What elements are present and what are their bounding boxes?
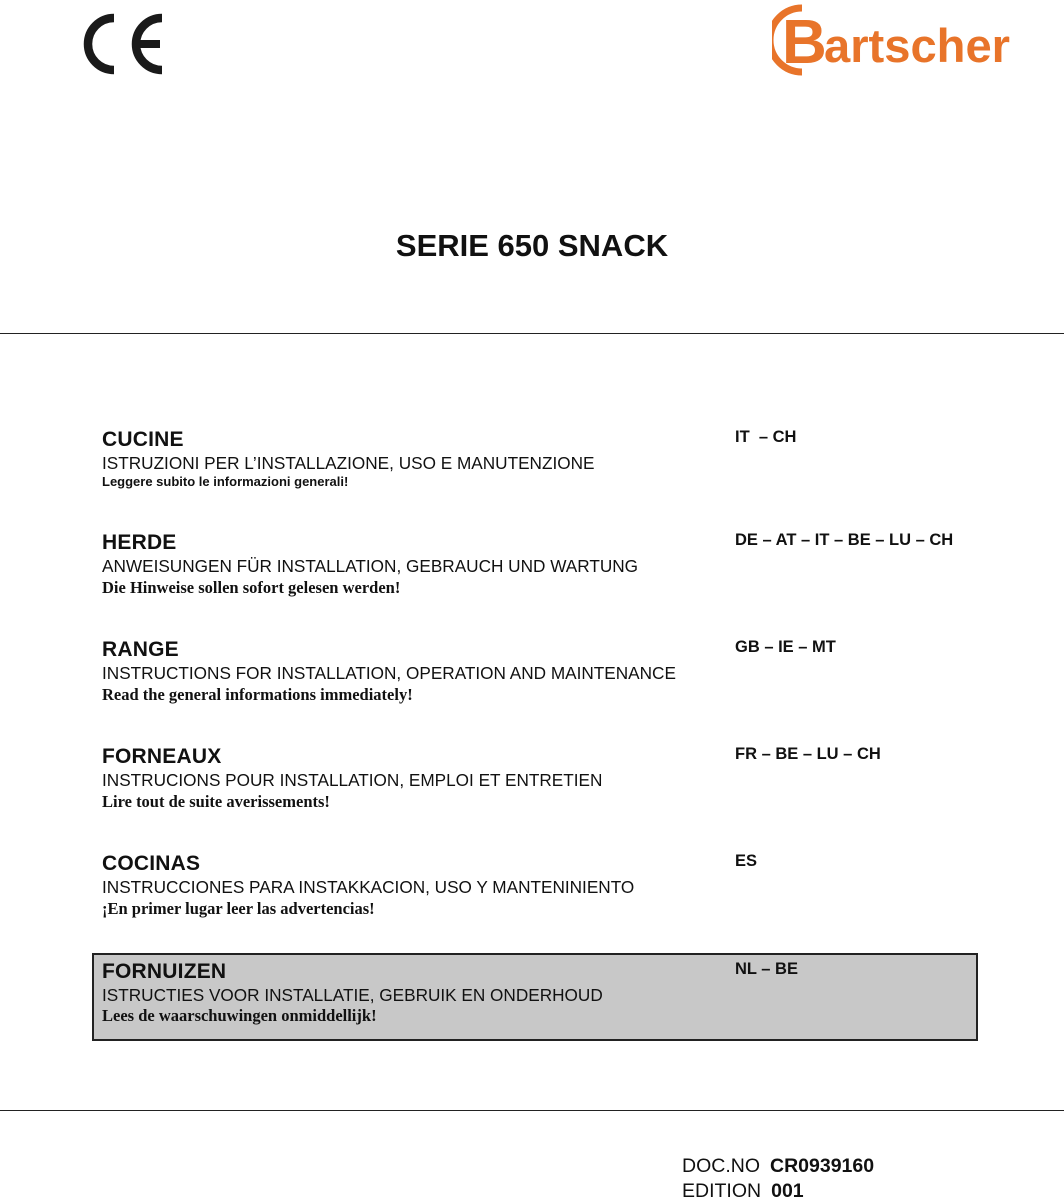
section-note: Lire tout de suite averissements! (102, 792, 330, 811)
bartscher-logo (772, 0, 1014, 76)
section-note: Die Hinweise sollen sofort gelesen werden! (102, 578, 401, 597)
section-note: Leggere subito le informazioni generali! (102, 474, 349, 489)
section-heading: RANGE (102, 638, 179, 661)
section-subtitle: ANWEISUNGEN FÜR INSTALLATION, GEBRAUCH UND WARTUNG (102, 556, 639, 576)
edition-label: EDITION (682, 1180, 762, 1202)
section-subtitle: INSTRUCCIONES PARA INSTAKKACION, USO Y MANTENINIENTO (102, 877, 635, 897)
section-subtitle: INSTRUCTIONS FOR INSTALLATION, OPERATION AND MAINTENANCE (102, 663, 676, 683)
section-note: ¡En primer lugar leer las advertencias! (102, 899, 375, 918)
bottom-divider (0, 1110, 1064, 1111)
section-spanish (92, 852, 977, 940)
section-countries: IT – CH (735, 428, 797, 446)
svg-text:B: B (782, 8, 827, 76)
section-french (92, 745, 977, 833)
section-countries: DE – AT – IT – BE – LU – CH (735, 531, 954, 549)
section-subtitle: INSTRUCIONS POUR INSTALLATION, EMPLOI ET ENTRETIEN (102, 770, 603, 790)
section-heading: HERDE (102, 531, 177, 554)
section-heading: CUCINE (102, 428, 184, 451)
ce-mark-icon (78, 8, 166, 80)
svg-text:artscher: artscher (824, 19, 1010, 72)
doc-number (682, 1155, 874, 1178)
section-heading: FORNUIZEN (102, 960, 227, 983)
section-english (92, 638, 977, 726)
top-divider (0, 333, 1064, 334)
section-note: Read the general informations immediately! (102, 685, 413, 704)
section-subtitle: ISTRUCTIES VOOR INSTALLATIE, GEBRUIK EN ONDERHOUD (102, 985, 603, 1005)
section-italian (92, 428, 977, 516)
section-countries: FR – BE – LU – CH (735, 745, 881, 763)
section-german (92, 531, 977, 619)
section-dutch-highlighted (92, 953, 978, 1041)
section-heading: COCINAS (102, 852, 201, 875)
doc-number-label: DOC.NO (682, 1155, 760, 1177)
section-heading: FORNEAUX (102, 745, 222, 768)
doc-number-value: CR0939160 (770, 1155, 875, 1177)
section-countries: ES (735, 852, 758, 870)
section-countries: GB – IE – MT (735, 638, 836, 656)
section-countries: NL – BE (735, 960, 798, 978)
edition-value: 001 (771, 1180, 804, 1202)
section-subtitle: ISTRUZIONI PER L’INSTALLAZIONE, USO E MANUTENZIONE (102, 453, 595, 473)
document-title: SERIE 650 SNACK (395, 228, 669, 263)
section-note: Lees de waarschuwingen onmiddellijk! (102, 1006, 377, 1025)
